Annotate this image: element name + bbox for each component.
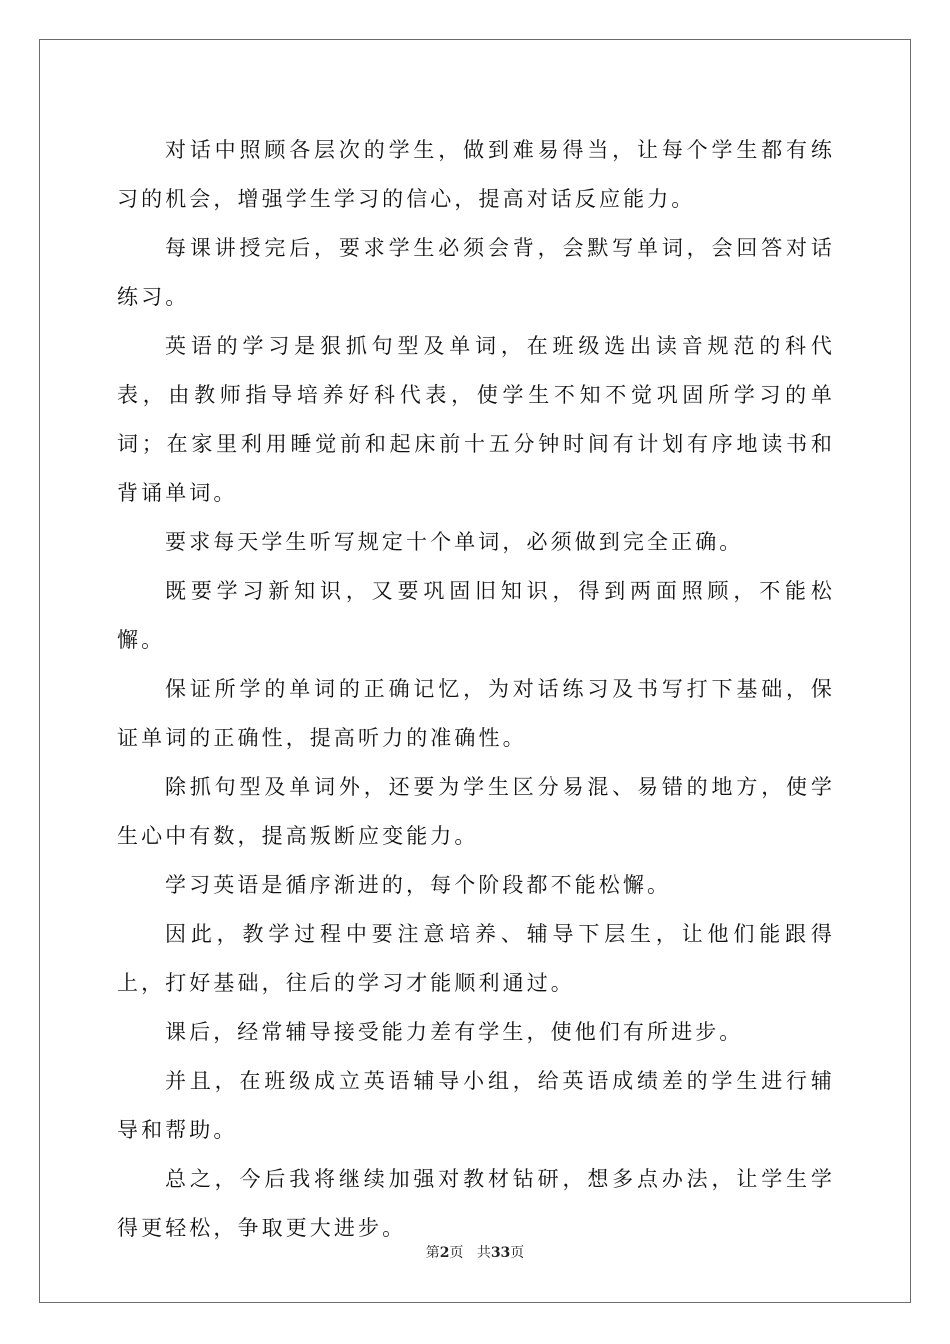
paragraph: 课后，经常辅导接受能力差有学生，使他们有所进步。 [165,1020,744,1044]
total-prefix: 共 [476,1245,491,1261]
total-pages: 33 [490,1245,511,1261]
paragraph: 除抓句型及单词外，还要为学生区分易混、易错的地方，使学生心中有数，提高叛断应变能力。 [117,775,835,848]
paragraph: 要求每天学生听写规定十个单词，必须做到完全正确。 [165,530,744,554]
page-suffix: 页 [449,1245,464,1261]
paragraph: 并且，在班级成立英语辅导小组，给英语成绩差的学生进行辅导和帮助。 [117,1069,835,1142]
paragraph: 对话中照顾各层次的学生，做到难易得当，让每个学生都有练习的机会，增强学生学习的信心，提高对话反应能力。 [117,138,835,211]
paragraph: 因此，教学过程中要注意培养、辅导下层生，让他们能跟得上，打好基础，往后的学习才能顺利通过。 [117,922,835,995]
paragraph: 每课讲授完后，要求学生必须会背，会默写单词，会回答对话练习。 [117,236,835,309]
paragraph: 总之，今后我将继续加强对教材钻研，想多点办法，让学生学得更轻松，争取更大进步。 [117,1167,835,1240]
page-prefix: 第 [425,1245,440,1261]
page-number: 2 [439,1245,450,1261]
total-suffix: 页 [510,1245,525,1261]
paragraph: 英语的学习是狠抓句型及单词，在班级选出读音规范的科代表，由教师指导培养好科代表，使学生不知不觉巩固所学习的单词；在家里利用睡觉前和起床前十五分钟时间有计划有序地读书和背诵单词。 [117,334,835,505]
paragraph: 保证所学的单词的正确记忆，为对话练习及书写打下基础，保证单词的正确性，提高听力的准确性。 [117,677,835,750]
paragraph: 既要学习新知识，又要巩固旧知识，得到两面照顾，不能松懈。 [117,579,835,652]
document-body [117,126,835,1253]
paragraph: 学习英语是循序渐进的，每个阶段都不能松懈。 [165,873,672,897]
page-footer [0,1243,950,1263]
